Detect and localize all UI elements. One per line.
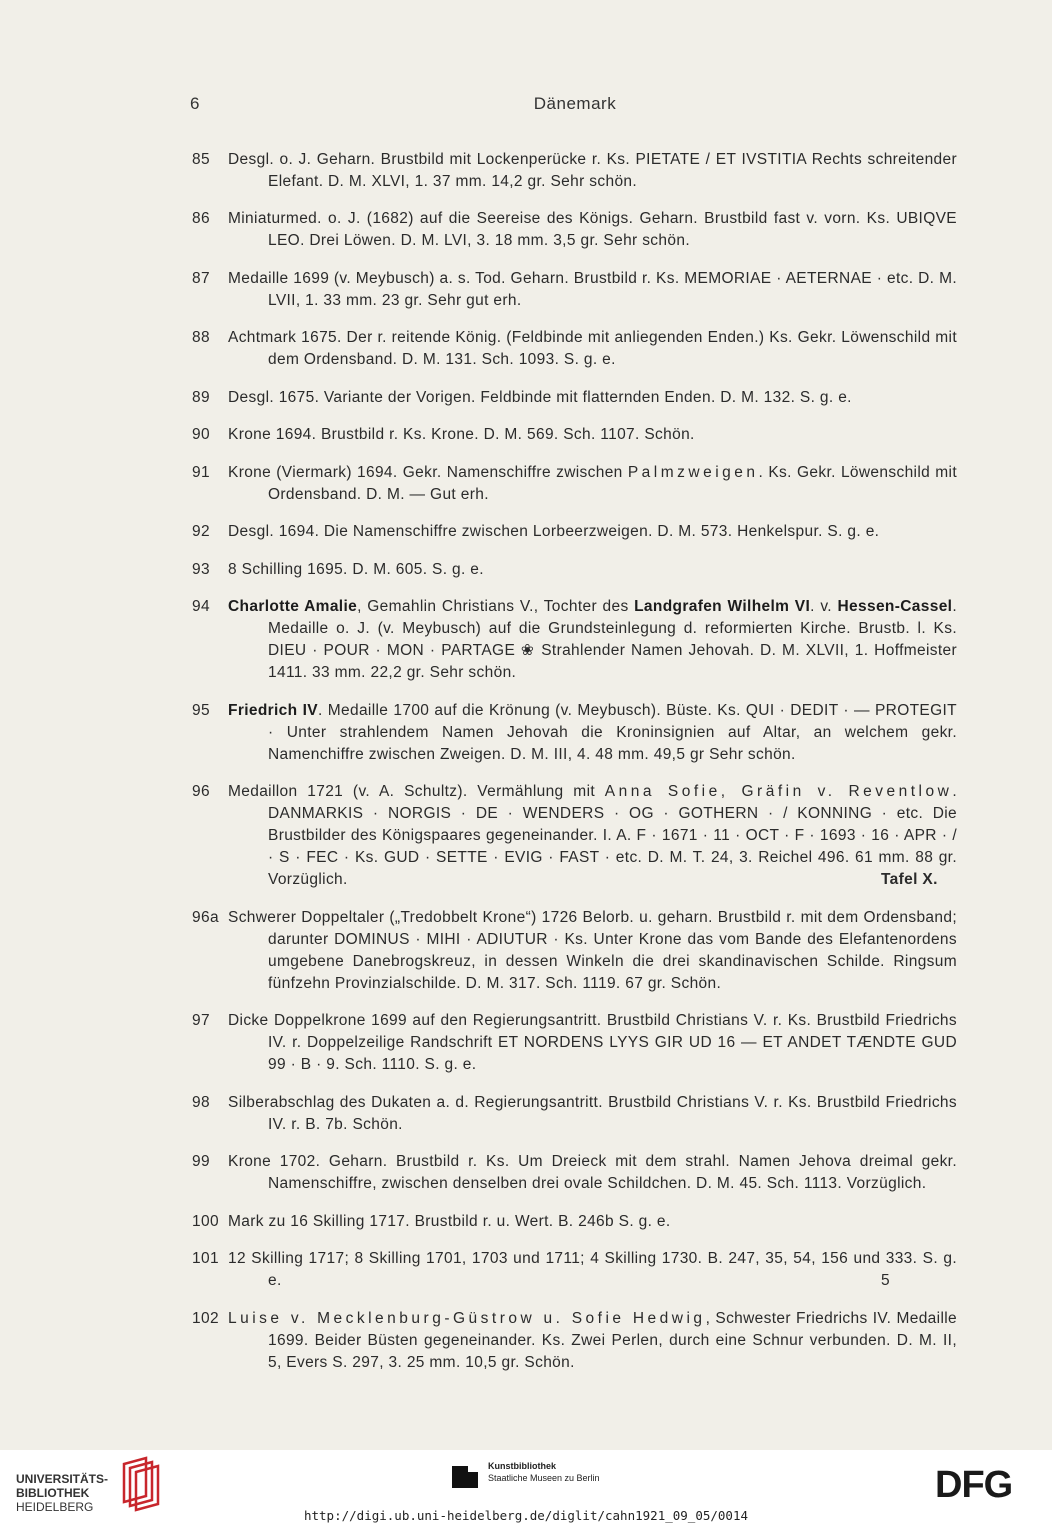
entry-text: , Schwester Friedrichs IV. Medaille 1699. Beider Büsten gegeneinander. Ks. Zwei Perlen, durch eine Schnur verbunden. D. M. II, 5, Evers S. 297, 3. 25 mm. 10,5 gr. Schön. [268, 1309, 957, 1371]
entry-text: . Ks. Gekr. Löwenschild mit Ordensband. D. M. — Gut erh. [268, 463, 957, 503]
entry-number: 95 [192, 701, 210, 719]
entry-text: . DANMARKIS · NORGIS · DE · WENDERS · OG · GOTHERN · / KONNING · etc. Die Brustbilder des Königspaares gegeneinander. I. A. F · 1671 · 11 · OCT · F · 1693 · 16 · APR · / · S · FEC · Ks. GUD · SETTE · EVIG · FAST · etc. D. M. T. 24, 3. Reichel 496. 61 mm. 88 gr. Vorzüglich. [268, 783, 957, 888]
kb-line-1: Kunstbibliothek [488, 1461, 556, 1471]
entry-number: 96a [192, 908, 219, 926]
catalog-entry-96a [192, 907, 957, 995]
spaced-text: Anna Sofie, Gräfin v. Reventlow [604, 783, 953, 800]
spaced-text: Luise v. Mecklenburg-Güstrow u. Sofie Hedwig [228, 1309, 706, 1327]
kunstbibliothek-logo[interactable] [450, 1460, 670, 1500]
catalog-entry-96: 96 Medaillon 1721 (v. A. Schultz). Vermählung mit Anna Sofie, Gräfin v. Reventlow. DANMARKIS · NORGIS · DE · WENDERS · OG · GOTHERN · / KONNING · etc. Die Brustbilder des Königspaares gegeneinander. I. A. F · 1671 · 11 · OCT · F · 1693 · 16 · APR · / · S · FEC · Ks. GUD · SETTE · EVIG · FAST · etc. D. M. T. 24, 3. Reichel 496. 61 mm. 88 gr. Vorzüglich. Tafel X. [192, 783, 957, 888]
catalog-entry-86 [192, 208, 957, 252]
catalog-entry-91 [192, 462, 957, 506]
entry-number: 101 [192, 1250, 219, 1267]
entry-text: Krone 1702. Geharn. Brustbild r. Ks. Um Dreieck mit dem strahl. Namen Jehova dreimal gekr. Namenschiffre, zwischen denselben drei ovale Schildchen. D. M. 45. Sch. 1113. Vorzüglich. [228, 1153, 957, 1192]
catalog-entry-101: 101 12 Skilling 1717; 8 Skilling 1701, 1703 und 1711; 4 Skilling 1730. B. 247, 35, 54, 156 und 333. S. g. e. 5 [192, 1250, 957, 1289]
person-name: Friedrich IV [228, 701, 318, 719]
entry-number: 97 [192, 1012, 210, 1029]
entry-number: 87 [192, 269, 210, 287]
entry-text: Krone (Viermark) 1694. Gekr. Namenschiffre zwischen [228, 463, 628, 481]
entry-text: Krone 1694. Brustbild r. Ks. Krone. D. M. 569. Sch. 1107. Schön. [228, 426, 695, 443]
catalog-entry-93 [192, 559, 957, 581]
entry-text: . v. [810, 598, 838, 615]
catalog-entry-88 [192, 327, 957, 371]
person-name: Charlotte Amalie [228, 598, 358, 615]
catalog-entries [192, 133, 957, 1380]
catalog-entry-94 [192, 596, 957, 684]
catalog-entry-85 [192, 149, 957, 193]
dfg-logo-text: DFG [935, 1464, 1013, 1504]
entry-text: Achtmark 1675. Der r. reitende König. (Feldbinde mit anliegenden Enden.) Ks. Gekr. Löwenschild mit dem Ordensband. D. M. 131. Sch. 1093. S. g. e. [228, 329, 957, 368]
ub-line-2: BIBLIOTHEK [16, 1486, 90, 1500]
entry-number: 98 [192, 1093, 210, 1111]
entry-text: . Medaille 1700 auf die Krönung (v. Meybusch). Büste. Ks. QUI · DEDIT · — PROTEGIT · Unter strahlendem Namen Jehovah die Kroninsignien auf Altar, an welchem gekr. Namenchiffre zwischen Zweigen. D. M. III, 4. 48 mm. 49,5 gr Sehr schön. [268, 701, 957, 763]
entry-text: . Medaille o. J. (v. Meybusch) auf die Grundsteinlegung d. reformierten Kirche. Brustb. l. Ks. DIEU · POUR · MON · PARTAGE ❀ Strahlender Namen Jehovah. D. M. XLVII, 1. Hoffmeister 1411. 33 mm. 22,2 gr. Sehr schön. [268, 598, 957, 681]
ub-line-3: HEIDELBERG [16, 1500, 94, 1514]
catalog-entry-97 [192, 1010, 957, 1076]
entry-text: , Gemahlin Christians V., Tochter des [357, 598, 635, 615]
person-name: Landgrafen Wilhelm VI [634, 598, 811, 615]
entry-number: 96 [192, 783, 210, 800]
footer [0, 1450, 1052, 1527]
library-book-icon [116, 1456, 164, 1516]
dfg-logo[interactable] [935, 1464, 1035, 1504]
entry-number: 99 [192, 1153, 210, 1170]
entry-text: 12 Skilling 1717; 8 Skilling 1701, 1703 und 1711; 4 Skilling 1730. B. 247, 35, 54, 156 und 333. S. g. e. [228, 1250, 957, 1289]
page-number: 6 [190, 94, 200, 113]
entry-number: 100 [192, 1212, 219, 1230]
catalog-entry-90 [192, 424, 957, 446]
entry-number: 92 [192, 523, 210, 540]
running-head [190, 94, 960, 118]
entry-text: Mark zu 16 Skilling 1717. Brustbild r. u. Wert. B. 246b S. g. e. [228, 1212, 671, 1230]
entry-text: Desgl. o. J. Geharn. Brustbild mit Lockenperücke r. Ks. PIETATE / ET IVSTITIA Rechts schreitender Elefant. D. M. XLVI, 1. 37 mm. 14,2 gr. Sehr schön. [228, 150, 957, 190]
catalog-entry-89 [192, 387, 957, 409]
entry-text: Dicke Doppelkrone 1699 auf den Regierungsantritt. Brustbild Christians V. r. Ks. Brustbild Friedrichs IV. r. Doppelzeilige Randschrift ET NORDENS LYYS GIR UD 16 — ET ANDET TÆNDTE GUD 99 · B · 9. Sch. 1110. S. g. e. [228, 1012, 957, 1073]
catalog-entry-95 [192, 700, 957, 766]
entry-text: 8 Schilling 1695. D. M. 605. S. g. e. [228, 560, 484, 578]
entry-number: 85 [192, 150, 210, 168]
catalog-entry-100 [192, 1211, 957, 1233]
catalog-entry-102 [192, 1308, 957, 1374]
entry-number: 86 [192, 210, 210, 227]
entry-number: 94 [192, 598, 210, 615]
place-name: Hessen-Cassel [837, 598, 953, 615]
entry-number: 90 [192, 426, 210, 443]
catalog-entry-92 [192, 521, 957, 543]
entry-text: Desgl. 1694. Die Namenschiffre zwischen Lorbeerzweigen. D. M. 573. Henkelspur. S. g. e. [228, 523, 880, 540]
entry-text: Silberabschlag des Dukaten a. d. Regierungsantritt. Brustbild Christians V. r. Ks. Brustbild Friedrichs IV. r. B. 7b. Schön. [228, 1093, 957, 1133]
entry-number: 102 [192, 1309, 219, 1327]
catalog-entry-98 [192, 1092, 957, 1136]
kunstbibliothek-icon [450, 1462, 480, 1490]
kunstbibliothek-text [488, 1460, 600, 1484]
entry-text: Miniaturmed. o. J. (1682) auf die Seereise des Königs. Geharn. Brustbild fast v. vorn. Ks. UBIQVE LEO. Drei Löwen. D. M. LVI, 3. 18 mm. 3,5 gr. Sehr schön. [228, 210, 957, 249]
entry-text: Medaille 1699 (v. Meybusch) a. s. Tod. Geharn. Brustbild r. Ks. MEMORIAE · AETERNAE · etc. D. M. LVII, 1. 33 mm. 23 gr. Sehr gut erh. [228, 269, 957, 309]
entry-number: 88 [192, 329, 210, 346]
entry-text: Medaillon 1721 (v. A. Schultz). Vermählung mit [228, 783, 605, 800]
ub-line-1: UNIVERSITÄTS- [16, 1472, 109, 1486]
catalog-entry-87 [192, 268, 957, 312]
kb-line-2: Staatliche Museen zu Berlin [488, 1473, 600, 1483]
entry-text: Desgl. 1675. Variante der Vorigen. Feldbinde mit flatternden Enden. D. M. 132. S. g. e. [228, 388, 852, 406]
catalog-entry-99 [192, 1151, 957, 1195]
spaced-text: Palmzweigen [627, 463, 759, 481]
entry-number: 91 [192, 463, 210, 481]
entry-number: 93 [192, 560, 210, 578]
entry-text: Schwerer Doppeltaler („Tredobbelt Krone“) 1726 Belorb. u. geharn. Brustbild r. mit dem Ordensband; darunter DOMINUS · MIHI · ADIUTUR · Ks. Unter Krone das vom Bande des Elefantenordens umgebene Danebrogskreuz, in dessen Winkeln die drei skandinavischen Schilde. Ringsum fünfzehn Provinzialschilde. D. M. 317. Sch. 1119. 67 gr. Schön. [228, 908, 957, 992]
entry-number: 89 [192, 388, 210, 406]
permalink-url[interactable]: http://digi.ub.uni-heidelberg.de/diglit/cahn1921_09_05/0014 [303, 1508, 748, 1523]
section-title: Dänemark [533, 94, 617, 113]
